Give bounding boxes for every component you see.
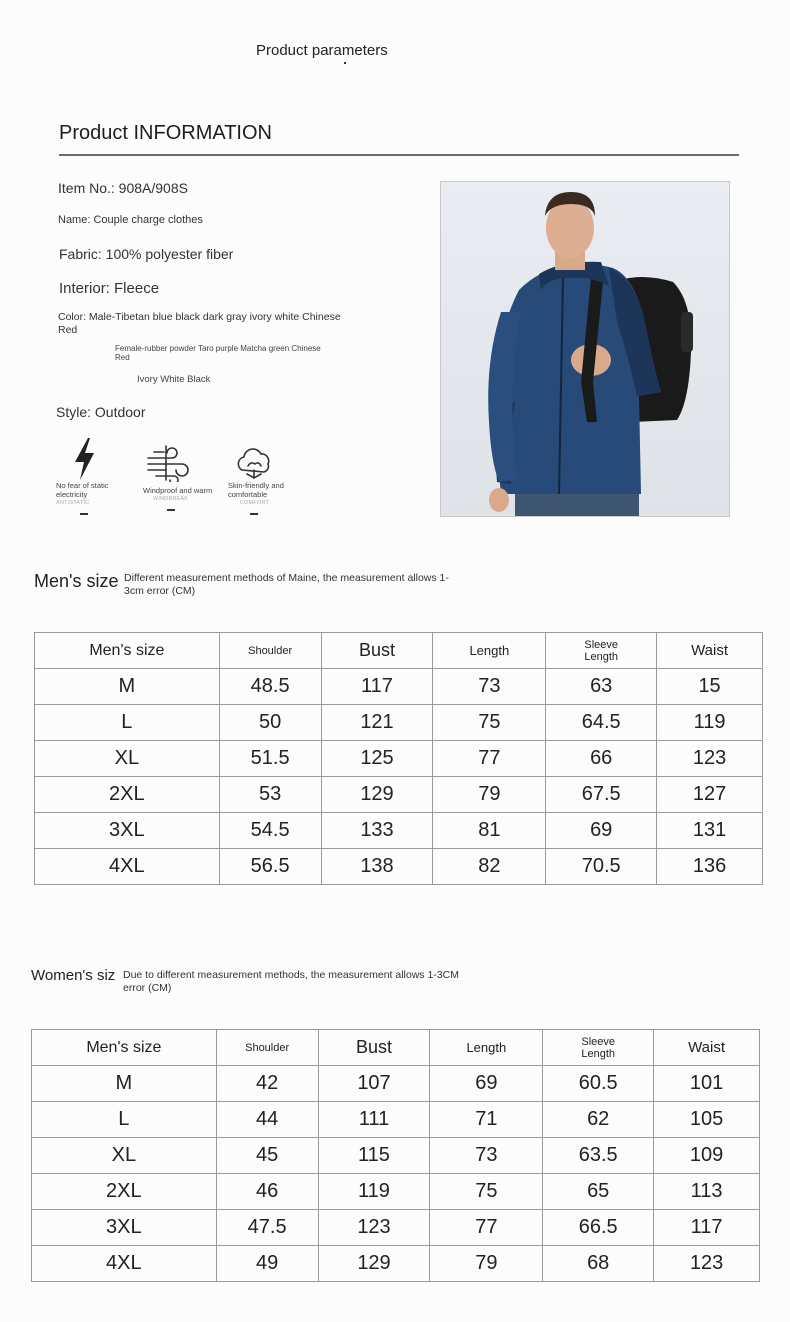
table-row xyxy=(32,1210,760,1246)
info-divider xyxy=(59,154,739,156)
table-row xyxy=(32,1174,760,1210)
col-size: Men's size xyxy=(32,1030,217,1066)
cell-waist: 136 xyxy=(657,849,763,885)
wind-icon xyxy=(146,444,192,487)
womens-size-note: Due to different measurement methods, the measurement allows 1-3CM error (CM) xyxy=(123,969,459,994)
table-row xyxy=(35,777,763,813)
cell-length: 75 xyxy=(433,705,546,741)
cell-bust: 123 xyxy=(318,1210,430,1246)
col-shoulder: Shoulder xyxy=(216,1030,318,1066)
col-waist: Waist xyxy=(657,633,763,669)
cell-length: 81 xyxy=(433,813,546,849)
cell-shoulder: 45 xyxy=(216,1138,318,1174)
feature-sub: COMFORT xyxy=(240,500,270,506)
color-ivory: Ivory White Black xyxy=(137,374,211,385)
model-illustration xyxy=(441,182,730,517)
cell-length: 73 xyxy=(433,669,546,705)
table-row xyxy=(35,669,763,705)
cell-bust: 115 xyxy=(318,1138,430,1174)
cell-shoulder: 50 xyxy=(219,705,321,741)
feature-sub: WINDBREAK xyxy=(153,496,189,502)
cell-sleeve: 68 xyxy=(543,1246,654,1282)
feature-comfort xyxy=(228,481,300,515)
col-bust: Bust xyxy=(318,1030,430,1066)
cell-length: 69 xyxy=(430,1066,543,1102)
cell-waist: 15 xyxy=(657,669,763,705)
lightning-icon xyxy=(72,438,98,485)
cell-shoulder: 51.5 xyxy=(219,741,321,777)
cell-sleeve: 62 xyxy=(543,1102,654,1138)
feature-sub: ANTISTATIC xyxy=(56,500,90,506)
cell-sleeve: 67.5 xyxy=(546,777,657,813)
cell-bust: 125 xyxy=(321,741,433,777)
cell-bust: 119 xyxy=(318,1174,430,1210)
cell-bust: 129 xyxy=(318,1246,430,1282)
cell-shoulder: 48.5 xyxy=(219,669,321,705)
table-row xyxy=(35,705,763,741)
product-photo xyxy=(440,181,730,517)
cell-size: 2XL xyxy=(32,1174,217,1210)
cell-waist: 105 xyxy=(654,1102,760,1138)
feature-dash xyxy=(250,513,258,515)
col-sleeve-length xyxy=(543,1030,654,1066)
col-shoulder: Shoulder xyxy=(219,633,321,669)
cell-sleeve: 69 xyxy=(546,813,657,849)
col-size: Men's size xyxy=(35,633,220,669)
cell-waist: 113 xyxy=(654,1174,760,1210)
cell-waist: 131 xyxy=(657,813,763,849)
cell-size: XL xyxy=(32,1138,217,1174)
feature-label: Skin-friendly and comfortable xyxy=(228,481,284,499)
cell-size: 4XL xyxy=(32,1246,217,1282)
cell-shoulder: 42 xyxy=(216,1066,318,1102)
womens-size-table xyxy=(31,1029,760,1282)
cell-bust: 117 xyxy=(321,669,433,705)
cell-size: M xyxy=(35,669,220,705)
cell-length: 73 xyxy=(430,1138,543,1174)
cell-sleeve: 60.5 xyxy=(543,1066,654,1102)
cell-size: 3XL xyxy=(35,813,220,849)
cell-sleeve: 63 xyxy=(546,669,657,705)
col-sleeve-label: Sleeve Length xyxy=(581,1035,616,1060)
style: Style: Outdoor xyxy=(56,404,146,420)
cell-shoulder: 44 xyxy=(216,1102,318,1138)
feature-label: Windproof and warm xyxy=(143,486,213,495)
cell-sleeve: 70.5 xyxy=(546,849,657,885)
cotton-icon xyxy=(234,444,274,485)
col-length: Length xyxy=(433,633,546,669)
table-row xyxy=(32,1138,760,1174)
cell-length: 77 xyxy=(430,1210,543,1246)
cell-waist: 127 xyxy=(657,777,763,813)
cell-sleeve: 63.5 xyxy=(543,1138,654,1174)
feature-dash xyxy=(167,509,175,511)
interior: Interior: Fleece xyxy=(59,280,160,297)
col-sleeve-label: Sleeve Length xyxy=(584,638,619,663)
item-number: Item No.: 908A/908S xyxy=(58,180,188,196)
cell-shoulder: 54.5 xyxy=(219,813,321,849)
cell-waist: 123 xyxy=(657,741,763,777)
cell-bust: 121 xyxy=(321,705,433,741)
feature-label: No fear of static electricity xyxy=(56,481,109,499)
cell-length: 71 xyxy=(430,1102,543,1138)
cell-bust: 129 xyxy=(321,777,433,813)
col-length: Length xyxy=(430,1030,543,1066)
cell-bust: 111 xyxy=(318,1102,430,1138)
cell-bust: 138 xyxy=(321,849,433,885)
mens-size-note: Different measurement methods of Maine, the measurement allows 1-3cm error (CM) xyxy=(124,572,449,597)
cell-size: 3XL xyxy=(32,1210,217,1246)
table-row xyxy=(35,849,763,885)
cell-size: L xyxy=(35,705,220,741)
col-sleeve-length xyxy=(546,633,657,669)
feature-dash xyxy=(80,513,88,515)
cell-length: 75 xyxy=(430,1174,543,1210)
color-female: Female-rubber powder Taro purple Matcha green Chinese Red xyxy=(115,344,321,362)
col-waist: Waist xyxy=(654,1030,760,1066)
title-dot xyxy=(344,62,346,64)
cell-waist: 119 xyxy=(657,705,763,741)
cell-size: L xyxy=(32,1102,217,1138)
color-male: Color: Male-Tibetan blue black dark gray ivory white Chinese Red xyxy=(58,311,341,336)
info-title: Product INFORMATION xyxy=(59,122,272,144)
table-row xyxy=(35,813,763,849)
cell-sleeve: 66 xyxy=(546,741,657,777)
feature-antistatic xyxy=(56,481,128,515)
cell-sleeve: 64.5 xyxy=(546,705,657,741)
product-name: Name: Couple charge clothes xyxy=(58,214,203,226)
cell-size: 4XL xyxy=(35,849,220,885)
cell-shoulder: 56.5 xyxy=(219,849,321,885)
feature-windproof xyxy=(143,486,215,511)
cell-sleeve: 65 xyxy=(543,1174,654,1210)
mens-size-table xyxy=(34,632,763,885)
col-bust: Bust xyxy=(321,633,433,669)
table-header-row xyxy=(35,633,763,669)
cell-size: M xyxy=(32,1066,217,1102)
table-row xyxy=(35,741,763,777)
cell-waist: 109 xyxy=(654,1138,760,1174)
cell-bust: 107 xyxy=(318,1066,430,1102)
cell-length: 77 xyxy=(433,741,546,777)
cell-shoulder: 53 xyxy=(219,777,321,813)
cell-shoulder: 49 xyxy=(216,1246,318,1282)
womens-size-heading: Women's siz xyxy=(31,967,116,984)
cell-length: 82 xyxy=(433,849,546,885)
cell-bust: 133 xyxy=(321,813,433,849)
table-row xyxy=(32,1246,760,1282)
cell-waist: 117 xyxy=(654,1210,760,1246)
cell-size: 2XL xyxy=(35,777,220,813)
cell-shoulder: 46 xyxy=(216,1174,318,1210)
table-row xyxy=(32,1066,760,1102)
cell-length: 79 xyxy=(433,777,546,813)
page-title: Product parameters xyxy=(256,42,388,59)
cell-shoulder: 47.5 xyxy=(216,1210,318,1246)
cell-length: 79 xyxy=(430,1246,543,1282)
cell-sleeve: 66.5 xyxy=(543,1210,654,1246)
cell-waist: 123 xyxy=(654,1246,760,1282)
cell-size: XL xyxy=(35,741,220,777)
mens-size-heading: Men's size xyxy=(34,571,119,591)
table-header-row xyxy=(32,1030,760,1066)
table-row xyxy=(32,1102,760,1138)
fabric: Fabric: 100% polyester fiber xyxy=(59,246,234,262)
cell-waist: 101 xyxy=(654,1066,760,1102)
